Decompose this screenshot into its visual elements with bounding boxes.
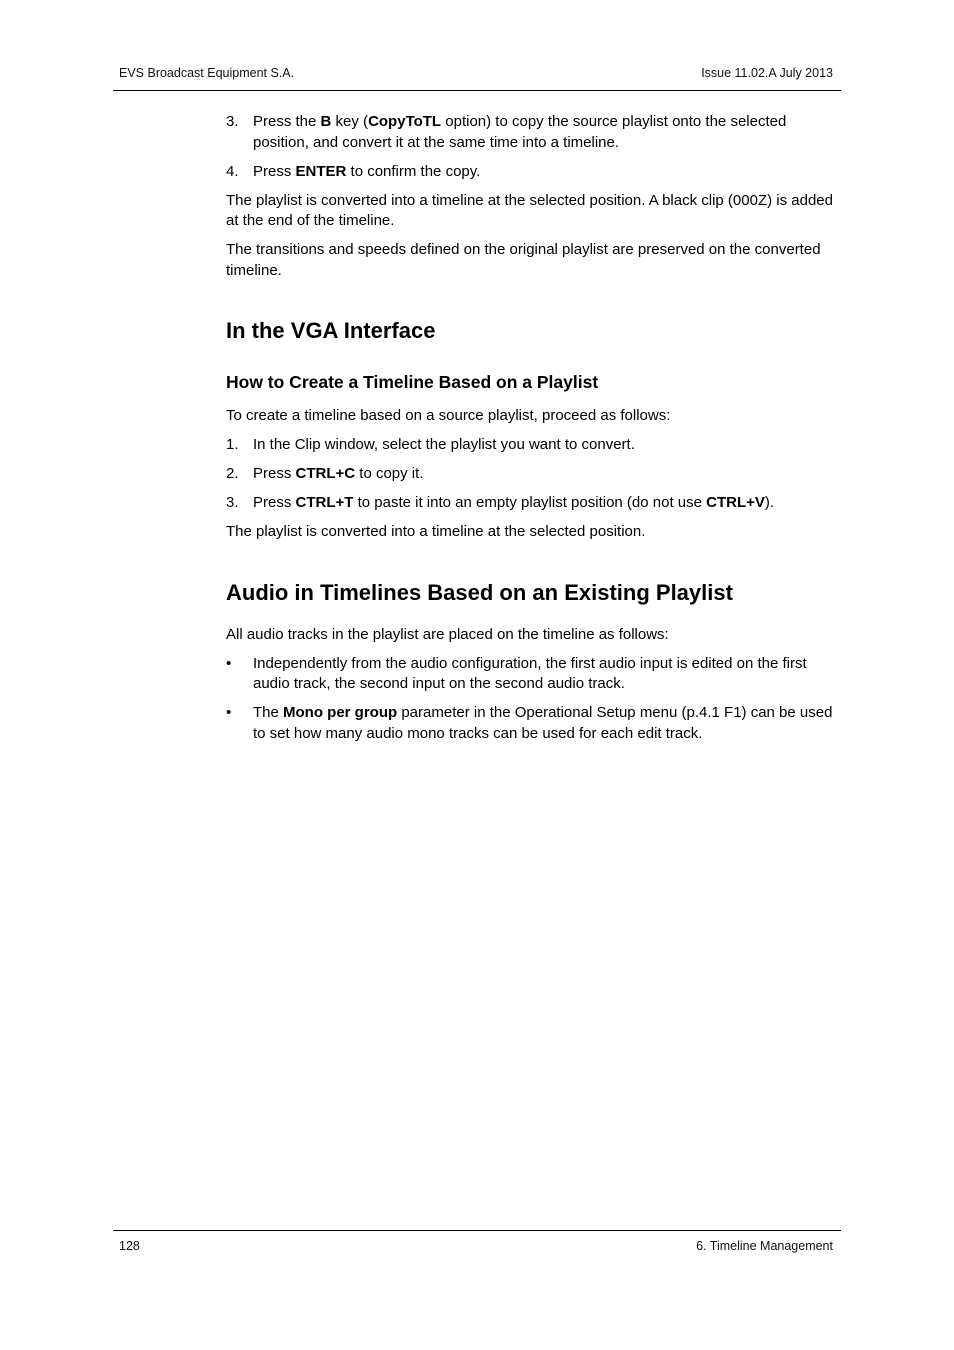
subsection-heading: How to Create a Timeline Based on a Playlist: [226, 372, 599, 392]
list-item: [226, 112, 838, 153]
paragraph: The playlist is converted into a timeline at the selected position. A black clip (000Z) is added at the end of the timeline.: [226, 191, 833, 229]
page-footer: [113, 1230, 841, 1253]
step-text: Press the: [253, 113, 321, 130]
bullet-mark: •: [226, 704, 232, 721]
list-item: [226, 162, 838, 183]
footer-chapter: 6. Timeline Management: [696, 1239, 833, 1253]
list-item: [226, 493, 838, 514]
step-text: Press: [253, 494, 296, 511]
key-name: CTRL+V: [706, 494, 765, 511]
paragraph: The transitions and speeds defined on the original playlist are preserved on the converted timeline.: [226, 241, 821, 279]
bullet-text: The: [253, 704, 284, 721]
option-name: CopyToTL: [368, 113, 442, 130]
bullet-item: [226, 654, 838, 695]
header-issue: Issue 11.02.A July 2013: [701, 66, 833, 80]
page-header: [113, 66, 841, 91]
header-company: EVS Broadcast Equipment S.A.: [119, 66, 295, 80]
step-text: Press: [253, 162, 296, 180]
key-name: CTRL+C: [295, 465, 356, 482]
step-text: In the Clip window, select the playlist you want to convert.: [253, 436, 635, 453]
section-heading-vga: In the VGA Interface: [226, 318, 436, 343]
paragraph: The playlist is converted into a timeline at the selected position.: [226, 523, 646, 540]
step-text: ).: [764, 494, 775, 511]
step-text: to paste it into an empty playlist position (do not use: [353, 494, 707, 511]
list-item: [226, 435, 838, 456]
key-name: B: [320, 113, 332, 130]
step-text: key (: [331, 113, 369, 130]
list-number: 3.: [226, 113, 239, 130]
list-number: 2.: [226, 465, 239, 482]
bullet-text: Independently from the audio configuration, the first audio input is edited on the first audio track, the second input on the second audio track.: [253, 654, 807, 692]
page-number: 128: [119, 1239, 140, 1253]
bullet-mark: •: [226, 654, 232, 672]
step-text: to copy it.: [355, 465, 424, 482]
bullet-item: [226, 703, 838, 744]
step-text: option) to copy the source playlist onto the selected position, and convert it at the same time into a timeline.: [253, 113, 787, 151]
parameter-name: Mono per group: [283, 704, 398, 721]
paragraph: All audio tracks in the playlist are placed on the timeline as follows:: [226, 625, 669, 643]
step-text: to confirm the copy.: [346, 162, 481, 180]
list-number: 4.: [226, 162, 239, 180]
list-number: 1.: [226, 436, 239, 453]
section-heading-audio: Audio in Timelines Based on an Existing Playlist: [226, 579, 733, 605]
key-name: CTRL+T: [295, 494, 354, 511]
list-number: 3.: [226, 494, 239, 511]
page-content: [226, 112, 838, 753]
list-item: [226, 464, 838, 485]
paragraph: To create a timeline based on a source playlist, proceed as follows:: [226, 407, 671, 424]
step-text: Press: [253, 465, 296, 482]
bullet-text: parameter in the Operational Setup menu (p.4.1 F1) can be used to set how many audio mono tracks can be used for each edit track.: [253, 704, 833, 742]
key-name: ENTER: [295, 162, 347, 180]
